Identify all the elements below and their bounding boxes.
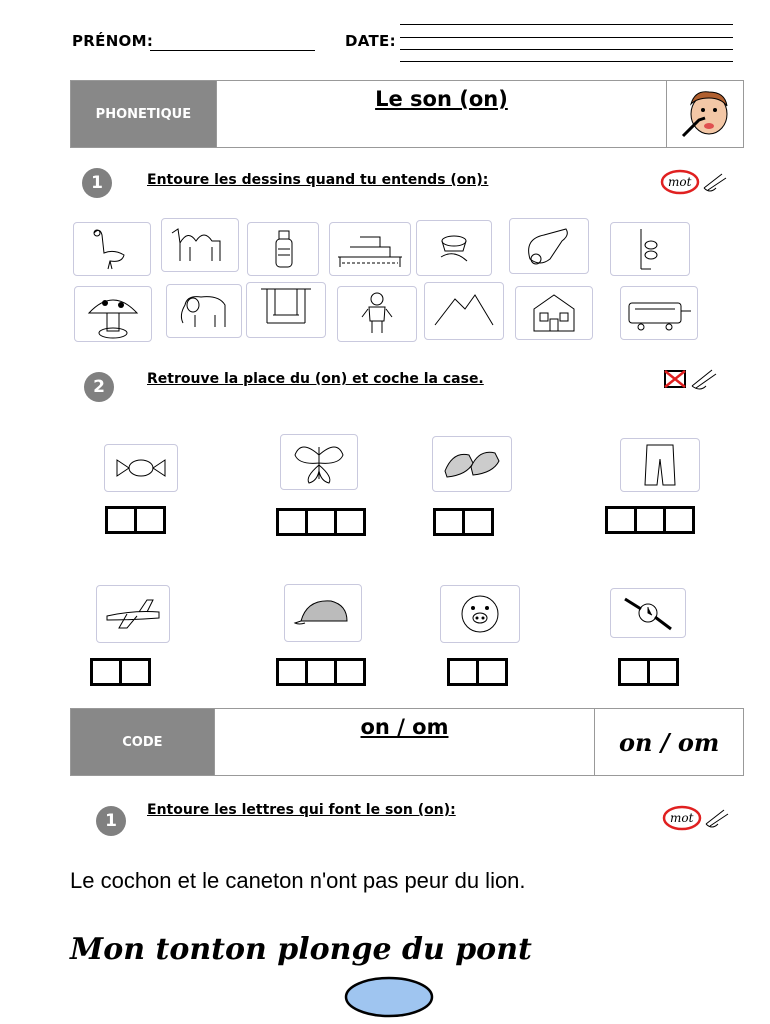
boxes-pants[interactable] xyxy=(605,506,695,534)
exercise3-instruction: Entoure les lettres qui font le son (on): xyxy=(147,802,456,818)
candy-icon xyxy=(104,444,178,492)
boy-icon[interactable] xyxy=(337,286,417,342)
date-line-3[interactable] xyxy=(400,49,733,50)
boxes-watch[interactable] xyxy=(618,658,679,686)
hedgehog-icon xyxy=(284,584,362,642)
clock-icon[interactable] xyxy=(610,222,690,276)
date-line-2[interactable] xyxy=(400,37,733,38)
phonetique-label: PHONETIQUE xyxy=(71,81,216,147)
phonetique-banner xyxy=(70,80,744,148)
exercise1-instruction: Entoure les dessins quand tu entends (on): xyxy=(147,172,489,188)
cursive-sentence[interactable]: Mon tonton plonge du pont xyxy=(70,932,532,967)
bridge-icon[interactable] xyxy=(329,222,411,276)
elephant-icon[interactable] xyxy=(166,284,242,338)
child-pointing-nose-icon xyxy=(666,81,743,147)
boxes-butterfly[interactable] xyxy=(276,508,366,536)
airplane-icon xyxy=(96,585,170,643)
date-line-4[interactable] xyxy=(400,61,733,62)
prenom-line[interactable] xyxy=(150,50,315,51)
mot-text: mot xyxy=(668,175,692,189)
bucket-icon[interactable] xyxy=(416,220,492,276)
date-line-1[interactable] xyxy=(400,24,733,25)
bottle-icon[interactable] xyxy=(247,222,319,276)
exercise3-number: 1 xyxy=(96,806,126,836)
camel-icon[interactable] xyxy=(161,218,239,272)
date-label: DATE: xyxy=(345,32,396,50)
shoes-icon xyxy=(432,436,512,492)
exercise2-number: 2 xyxy=(84,372,114,402)
boxes-shoes[interactable] xyxy=(433,508,494,536)
pants-icon xyxy=(620,438,700,492)
ham-icon[interactable] xyxy=(509,218,589,274)
code-banner xyxy=(70,708,744,776)
cross-box-icon xyxy=(662,366,722,396)
mushroom-icon[interactable] xyxy=(74,286,152,342)
print-sentence[interactable]: Le cochon et le caneton n'ont pas peur du lion. xyxy=(70,868,526,893)
house-icon[interactable] xyxy=(515,286,593,340)
swing-icon[interactable] xyxy=(246,282,326,338)
code-cursive: on / om xyxy=(618,727,720,757)
heron-icon[interactable] xyxy=(73,222,151,276)
phonetique-title: Le son (on) xyxy=(375,87,508,111)
circle-mot-icon xyxy=(660,168,730,200)
watch-icon xyxy=(610,588,686,638)
mountain-icon[interactable] xyxy=(424,282,504,340)
boxes-pig[interactable] xyxy=(447,658,508,686)
wagon-icon[interactable] xyxy=(620,286,698,340)
boxes-airplane[interactable] xyxy=(90,658,151,686)
butterfly-icon xyxy=(280,434,358,490)
boxes-hedgehog[interactable] xyxy=(276,658,366,686)
exercise1-number: 1 xyxy=(82,168,112,198)
oval-shape[interactable] xyxy=(344,976,434,1022)
circle-mot-icon xyxy=(662,804,732,836)
mot-text: mot xyxy=(670,811,694,825)
exercise2-instruction: Retrouve la place du (on) et coche la case. xyxy=(147,371,484,387)
boxes-candy[interactable] xyxy=(105,506,166,534)
code-title: on / om xyxy=(360,715,449,739)
pig-icon xyxy=(440,585,520,643)
code-label: CODE xyxy=(71,709,214,775)
prenom-label: PRÉNOM: xyxy=(72,32,154,50)
